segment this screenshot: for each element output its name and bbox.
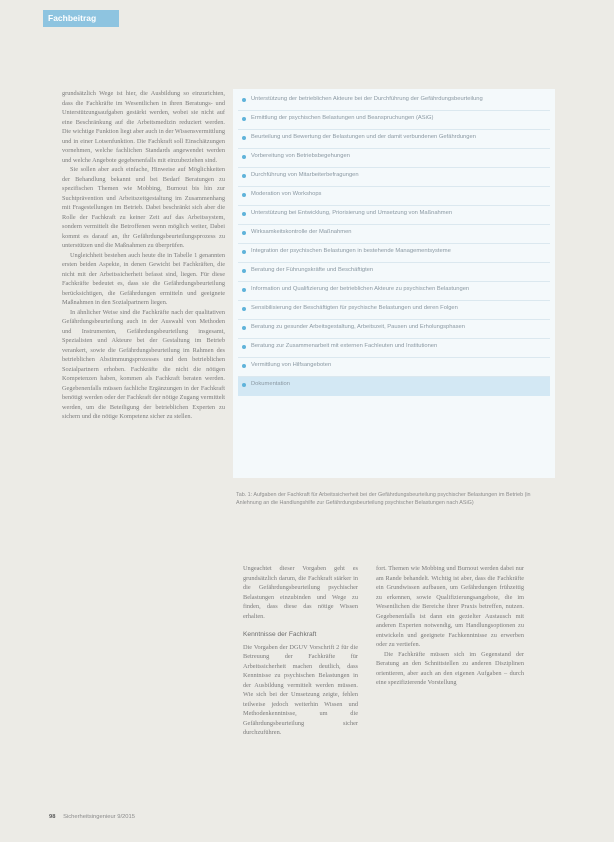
task-item (238, 358, 550, 377)
paragraph: In ähnlicher Weise sind die Fachkräfte nach der qualitativen Gefährdungsbeurteilung auch in der Auswahl von Methoden und Instrumenten, Gefährdungsbeurteilung insgesamt, Spezialisten und Akteure bei der Gestaltung im Betrieb verankert, sowie die Gefährdungsbeurteilung im Rahmen des betrieblichen Abstimmungsprozesses und den betrieblichen Sozialpartnern erhoben. Fachkräfte die nicht die nötigen Kompetenzen haben, kommen als Fachkraft beraten werden. Gegebenenfalls müssen fachliche Ergänzungen in der Fachkraft benötigt werden oder der Fachkraft der nötige Zugang vermittelt werden, um die Beteiligung der betrieblichen Experten zu sichern und die nötige Kompetenz sicher zu stellen. (62, 308, 225, 420)
bullet-icon (242, 269, 246, 273)
task-item-text: Sensibilisierung der Beschäftigten für psychische Belastungen und deren Folgen (251, 305, 458, 311)
task-item-text: Ermittlung der psychischen Belastungen und Beanspruchungen (ASiG) (251, 115, 434, 121)
page-footer (49, 814, 135, 820)
task-item-text: Unterstützung bei Entwicklung, Priorisierung und Umsetzung von Maßnahmen (251, 210, 453, 216)
task-item (238, 168, 550, 187)
paragraph: Ungleichheit bestehen auch heute die in Tabelle 1 genannten ersten beiden Aspekte, in denen Gewicht bei Fachkräften, die nicht mit der Arbeitssicherheit befasst sind, liegen. Für diese Fachkräfte bedeutet es, dass sie die Gefährdungsbeurteilung berücksichtigen, die Gefährdungen ermitteln und geeignete Maßnahmen in den Sozialpartnern liegen. (62, 251, 225, 306)
bullet-icon (242, 193, 246, 197)
task-item-text: Integration der psychischen Belastungen in bestehende Managementsysteme (251, 248, 451, 254)
task-item-text: Moderation von Workshops (251, 191, 322, 197)
text-column-right (376, 564, 524, 688)
bullet-icon (242, 117, 246, 121)
text-column-middle (243, 564, 358, 738)
task-item (238, 320, 550, 339)
section-tag: Fachbeitrag (43, 10, 119, 27)
task-item-text: Unterstützung der betrieblichen Akteure bei der Durchführung der Gefährdungsbeurteilung (251, 96, 483, 102)
task-item-text: Vorbereitung von Betriebsbegehungen (251, 153, 350, 159)
task-item (238, 130, 550, 149)
text-column-left (62, 89, 225, 422)
paragraph: fort. Themen wie Mobbing und Burnout werden dabei nur am Rande behandelt. Wichtig ist aber, dass die Fachkräfte ein Grundwissen aufbauen, um Gefährdungen frühzeitig zu erkennen, sowie Qualifizierungsangebote, die im Wesentlichen die Bereiche ihrer Praxis betreffen, nutzen. Gegebenenfalls ist dann ein gezielter Austausch mit anderen Experten notwendig, um Handlungsoptionen zu entwickeln und geeignete Fachkenntnisse zu erwerben oder zu vertiefen. (376, 565, 524, 648)
bullet-icon (242, 364, 246, 368)
bullet-icon (242, 155, 246, 159)
task-item (238, 92, 550, 111)
bullet-icon (242, 326, 246, 330)
task-item-text: Beratung zu gesunder Arbeitsgestaltung, Arbeitszeit, Pausen und Erholungsphasen (251, 324, 465, 330)
bullet-icon (242, 98, 246, 102)
task-item (238, 301, 550, 320)
table-caption: Tab. 1: Aufgaben der Fachkraft für Arbeitssicherheit bei der Gefährdungsbeurteilung psychischer Belastungen im Betrieb (in Anlehnung an die Handlungshilfe zur Gefährdungsbeurteilung psychischer Belastungen nach ASiG) (236, 492, 531, 506)
task-item-text: Vermittlung von Hilfsangeboten (251, 362, 332, 368)
task-item (238, 149, 550, 168)
paragraph: Die Fachkräfte müssen sich im Gegenstand der Beratung an den Schnittstellen zu anderen Disziplinen orientieren, aber auch an den eigenen Aufgaben – durch eine spezifizierende Vorstellung (376, 650, 524, 686)
tasks-list (233, 89, 555, 396)
task-item (238, 187, 550, 206)
section-heading: Kenntnisse der Fachkraft (243, 631, 317, 638)
task-item (238, 377, 550, 396)
bullet-icon (242, 231, 246, 235)
task-item-text: Durchführung von Mitarbeiterbefragungen (251, 172, 359, 178)
paragraph: grundsätzlich Wege ist hier, die Ausbildung so einzurichten, dass die Fachkräfte im Wesentlichen in ihren Beratungs- und Unterstützungsaufgaben gestärkt werden, wobei sie nicht auf eine Beschränkung auf die Arbeitsmedizin reduziert werden. Die wichtige Funktion liegt aber auch in der Wissensvermittlung und in einer Lotsenfunktion. Die Fachkraft soll Einschätzungen vornehmen, welche fachlichen Standards angewendet werden und welche Angebote gegebenenfalls mit einzubeziehen sind. (62, 90, 225, 164)
bullet-icon (242, 345, 246, 349)
task-item (238, 282, 550, 301)
task-item-text: Beratung der Führungskräfte und Beschäftigten (251, 267, 374, 273)
task-item-text: Beurteilung und Bewertung der Belastungen und der damit verbundenen Gefährdungen (251, 134, 476, 140)
bullet-icon (242, 288, 246, 292)
task-item-text: Wirksamkeitskontrolle der Maßnahmen (251, 229, 352, 235)
task-item-text: Dokumentation (251, 381, 290, 387)
tasks-table-box (233, 89, 555, 478)
task-item (238, 263, 550, 282)
task-item (238, 339, 550, 358)
task-item-text: Beratung zur Zusammenarbeit mit externen Fachleuten und Institutionen (251, 343, 438, 349)
task-item (238, 111, 550, 130)
journal-name: Sicherheitsingenieur 9/2015 (63, 814, 135, 820)
task-item-text: Information und Qualifizierung der betrieblichen Akteure zu psychischen Belastungen (251, 286, 470, 292)
bullet-icon (242, 383, 246, 387)
page-number: 98 (49, 814, 56, 820)
bullet-icon (242, 307, 246, 311)
task-item (238, 206, 550, 225)
bullet-icon (242, 212, 246, 216)
task-item (238, 244, 550, 263)
bullet-icon (242, 136, 246, 140)
paragraph: Sie sollen aber auch einfache, Hinweise auf Möglichkeiten der Behandlung bekannt und bei Bedarf Beratungen zu spezifischen Themen wie Mobbing, Burnout bis hin zur Suchtprävention und Arbeitszeitgestaltung im Zusammenhang mit Fragestellungen im Betrieb. Dabei beschränkt sich aber die Rolle der Fachkraft zu keiner Zeit auf das Arbeitssystem, sondern vermittelt die Betroffenen wenn möglich weiter, Dabei kommt es darauf an, ihr Gefährdungsbeurteilungsprozess zu unterstützen und die Maßnahmen zu überprüfen. (62, 166, 225, 249)
bullet-icon (242, 174, 246, 178)
bullet-icon (242, 250, 246, 254)
paragraph: Ungeachtet dieser Vorgaben geht es grundsätzlich darum, die Fachkraft stärker in die Gefährdungsbeurteilung psychischer Belastungen einzubinden und Wege zu finden, dass diese das nötige Wissen erhalten. (243, 565, 358, 620)
paragraph: Die Vorgaben der DGUV Vorschrift 2 für die Betreuung der Fachkräfte für Arbeitssicherheit machen deutlich, dass Kenntnisse zu psychischen Belastungen in der Ausbildung vermittelt werden müssen. Wie sich bei der Umsetzung zeigte, fehlen teilweise jedoch weiterhin Wissen und Methodenkenntnisse, um die Gefährdungsbeurteilung sicher durchzuführen. (243, 643, 358, 736)
task-item (238, 225, 550, 244)
